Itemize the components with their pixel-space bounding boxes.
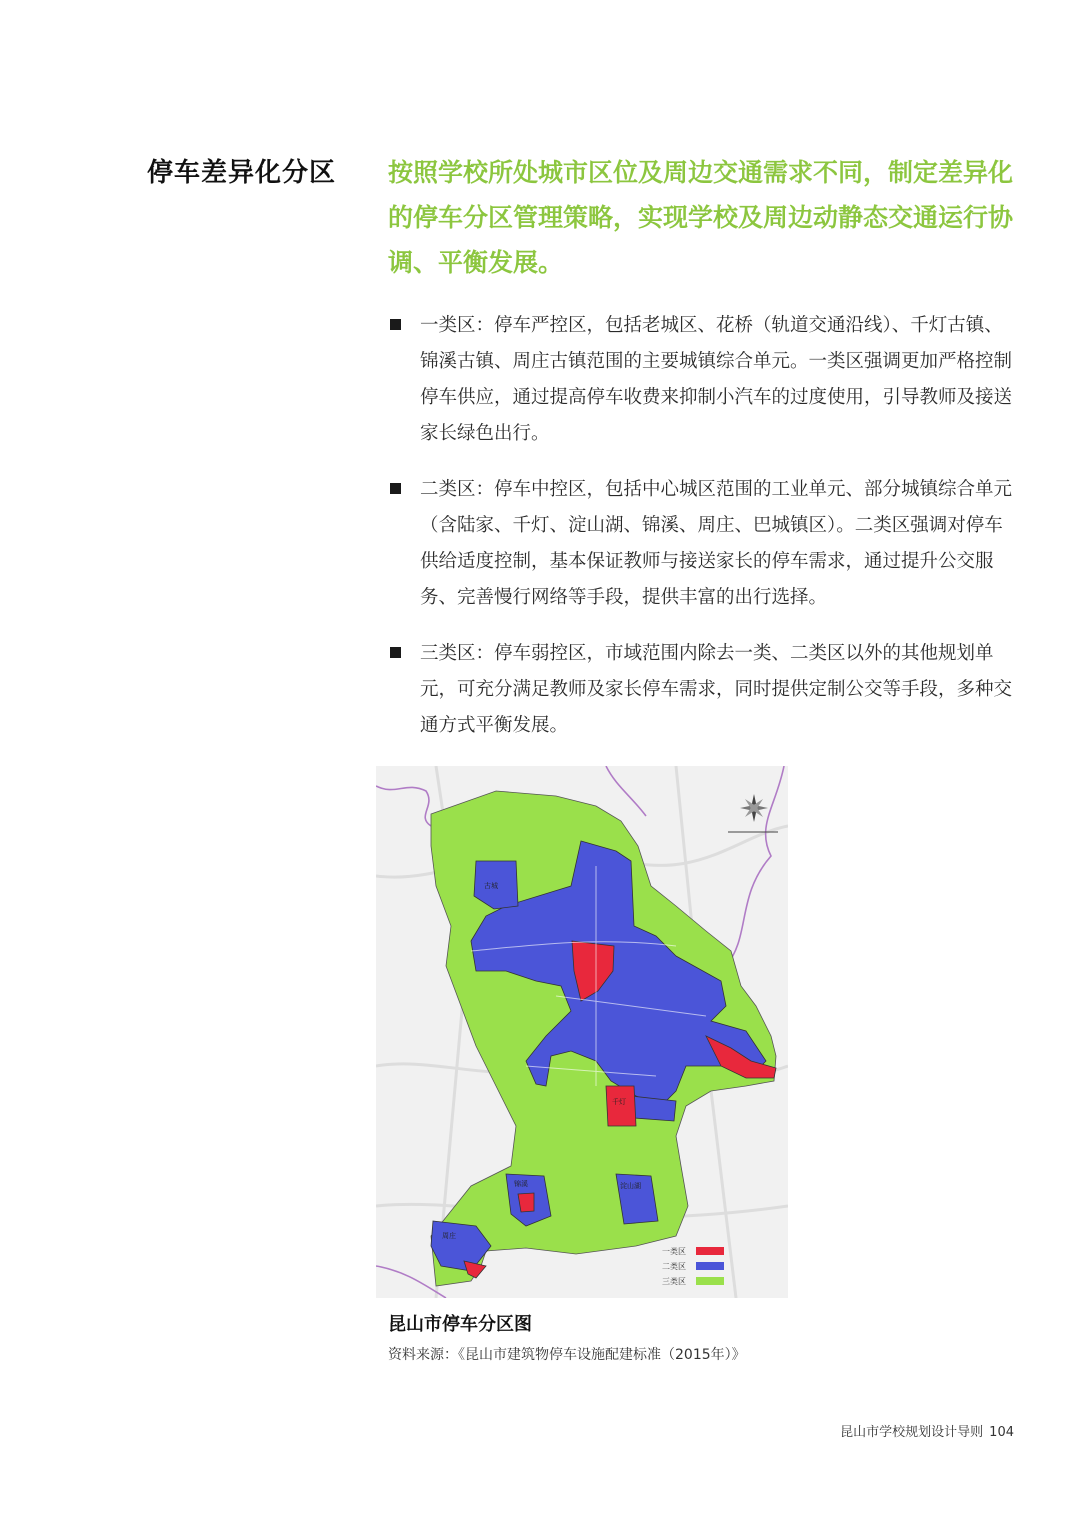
legend-swatch-class3 <box>696 1277 724 1285</box>
map-label-gucheng: 古城 <box>484 882 498 890</box>
bullet-text: 一类区：停车严控区，包括老城区、花桥（轨道交通沿线）、千灯古镇、锦溪古镇、周庄古镇范围的主要城镇综合单元。一类区强调更加严格控制停车供应，通过提高停车收费来抑制小汽车的过度使用，引导教师及接送家长绿色出行。 <box>420 315 1013 444</box>
square-bullet-icon <box>390 647 401 658</box>
bullet-text: 二类区：停车中控区，包括中心城区范围的工业单元、部分城镇综合单元（含陆家、千灯、淀山湖、锦溪、周庄、巴城镇区）。二类区强调对停车供给适度控制，基本保证教师与接送家长的停车需求，通过提升公交服务、完善慢行网络等手段，提供丰富的出行选择。 <box>420 479 1013 608</box>
map-label-dianshanhu: 淀山湖 <box>620 1182 641 1190</box>
legend-label-class1: 一类区 <box>662 1247 686 1256</box>
page-footer <box>840 1421 1014 1440</box>
map-svg <box>376 766 788 1298</box>
square-bullet-icon <box>390 319 401 330</box>
map-label-qiandeng: 千灯 <box>612 1098 626 1106</box>
class1-zone-jinxi <box>518 1193 534 1212</box>
legend-swatch-class1 <box>696 1247 724 1255</box>
page-number: 104 <box>989 1425 1014 1440</box>
bullet-item-class-3 <box>388 636 1018 744</box>
map-label-jinxi: 锦溪 <box>514 1180 528 1188</box>
legend-label-class2: 二类区 <box>662 1262 686 1271</box>
square-bullet-icon <box>390 483 401 494</box>
class1-zone-qiandeng <box>606 1086 636 1126</box>
bullet-text: 三类区：停车弱控区，市域范围内除去一类、二类区以外的其他规划单元，可充分满足教师及家长停车需求，同时提供定制公交等手段，多种交通方式平衡发展。 <box>420 643 1013 736</box>
bullet-item-class-1 <box>388 308 1018 452</box>
legend-swatch-class2 <box>696 1262 724 1270</box>
figure-source: 资料来源：《昆山市建筑物停车设施配建标准（2015年）》 <box>388 1347 746 1363</box>
map-label-zhouzhuang: 周庄 <box>442 1232 456 1240</box>
footer-doc-title: 昆山市学校规划设计导则 <box>840 1425 984 1440</box>
legend-label-class3: 三类区 <box>662 1277 686 1286</box>
section-title: 停车差异化分区 <box>147 158 337 188</box>
bullet-item-class-2 <box>388 472 1018 616</box>
lead-paragraph: 按照学校所处城市区位及周边交通需求不同，制定差异化的停车分区管理策略，实现学校及周边动静态交通运行协调、平衡发展。 <box>388 158 1014 277</box>
parking-zone-map <box>376 766 788 1298</box>
figure-caption: 昆山市停车分区图 <box>388 1314 532 1335</box>
bullet-list <box>388 308 1018 744</box>
